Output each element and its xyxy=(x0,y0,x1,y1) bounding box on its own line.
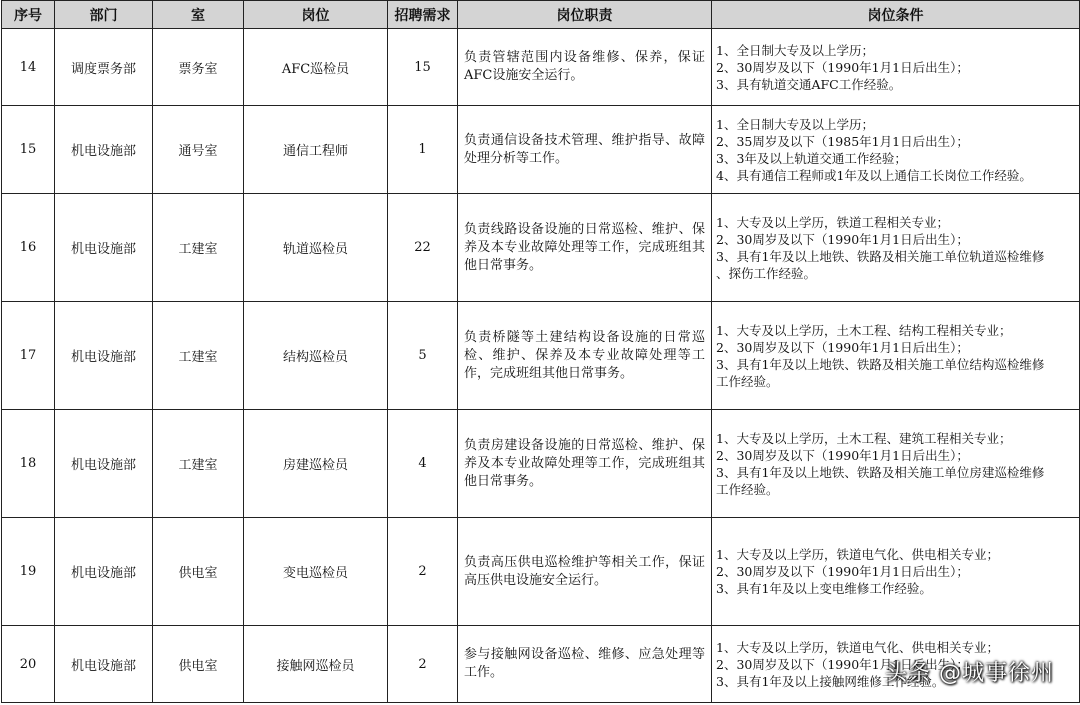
req-line: 2、30周岁及以下（1990年1月1日后出生）； xyxy=(716,231,969,247)
cell-req xyxy=(712,518,1080,626)
header-row xyxy=(2,1,1080,29)
header-room: 室 xyxy=(153,1,244,29)
req-line: 、探伤工作经验。 xyxy=(716,265,817,281)
cell-no: 19 xyxy=(2,518,55,626)
cell-count: 22 xyxy=(388,194,458,302)
req-line: 3、3年及以上轨道交通工作经验； xyxy=(716,150,907,166)
cell-req xyxy=(712,302,1080,410)
cell-duty: 负责线路设备设施的日常巡检、维护、保养及本专业故障处理等工作，完成班组其他日常事务。 xyxy=(458,194,712,302)
watermark: 头条 @城事徐州 xyxy=(885,661,1054,686)
cell-dept: 机电设施部 xyxy=(55,518,153,626)
header-dept: 部门 xyxy=(55,1,153,29)
cell-no: 16 xyxy=(2,194,55,302)
req-line: 2、35周岁及以下（1985年1月1日后出生）； xyxy=(716,133,969,149)
cell-duty: 参与接触网设备巡检、维修、应急处理等工作。 xyxy=(458,626,712,703)
req-line: 1、大专及以上学历，铁道电气化、供电相关专业； xyxy=(716,547,999,562)
cell-count: 15 xyxy=(388,29,458,106)
req-line: 3、具有1年及以上地铁、铁路及相关施工单位轨道巡检维修 xyxy=(716,248,1045,264)
cell-dept: 调度票务部 xyxy=(55,29,153,106)
req-line: 3、具有1年及以上接触网维修工作经验。 xyxy=(716,673,945,689)
cell-duty: 负责房建设备设施的日常巡检、维护、保养及本专业故障处理等工作，完成班组其他日常事务。 xyxy=(458,410,712,518)
cell-dept: 机电设施部 xyxy=(55,626,153,703)
cell-dept: 机电设施部 xyxy=(55,106,153,194)
cell-post: 结构巡检员 xyxy=(244,302,388,410)
cell-duty: 负责通信设备技术管理、维护指导、故障处理分析等工作。 xyxy=(458,106,712,194)
req-line: 1、大专及以上学历，铁道电气化、供电相关专业； xyxy=(716,639,999,655)
cell-count: 1 xyxy=(388,106,458,194)
req-line: 1、大专及以上学历，土木工程、结构工程相关专业； xyxy=(716,322,1012,338)
cell-room: 供电室 xyxy=(153,626,244,703)
cell-no: 14 xyxy=(2,29,55,106)
cell-dept: 机电设施部 xyxy=(55,194,153,302)
header-req: 岗位条件 xyxy=(712,1,1080,29)
req-line: 3、具有轨道交通AFC工作经验。 xyxy=(716,76,902,92)
req-line: 2、30周岁及以下（1990年1月1日后出生）； xyxy=(716,59,969,75)
cell-post: AFC巡检员 xyxy=(244,29,388,106)
cell-no: 20 xyxy=(2,626,55,703)
cell-count: 4 xyxy=(388,410,458,518)
table-row xyxy=(2,302,1080,410)
cell-post: 房建巡检员 xyxy=(244,410,388,518)
cell-no: 17 xyxy=(2,302,55,410)
table-row xyxy=(2,410,1080,518)
cell-req xyxy=(712,194,1080,302)
cell-room: 票务室 xyxy=(153,29,244,106)
cell-room: 供电室 xyxy=(153,518,244,626)
cell-count: 5 xyxy=(388,302,458,410)
cell-room: 工建室 xyxy=(153,194,244,302)
cell-req xyxy=(712,410,1080,518)
req-line: 3、具有1年及以上变电维修工作经验。 xyxy=(716,581,932,596)
req-line: 3、具有1年及以上地铁、铁路及相关施工单位房建巡检维修 xyxy=(716,464,1045,480)
cell-no: 15 xyxy=(2,106,55,194)
cell-post: 接触网巡检员 xyxy=(244,626,388,703)
req-line: 2、30周岁及以下（1990年1月1日后出生）； xyxy=(716,447,969,463)
req-line: 3、具有1年及以上地铁、铁路及相关施工单位结构巡检维修 xyxy=(716,356,1045,372)
cell-room: 通号室 xyxy=(153,106,244,194)
req-line: 工作经验。 xyxy=(716,481,779,497)
req-line: 4、具有通信工程师或1年及以上通信工长岗位工作经验。 xyxy=(716,167,1032,183)
header-post: 岗位 xyxy=(244,1,388,29)
req-line: 2、30周岁及以下（1990年1月1日后出生）； xyxy=(716,339,969,355)
cell-dept: 机电设施部 xyxy=(55,410,153,518)
cell-post: 轨道巡检员 xyxy=(244,194,388,302)
table-row xyxy=(2,106,1080,194)
req-line: 2、30周岁及以下（1990年1月1日后出生）； xyxy=(716,656,969,672)
cell-req xyxy=(712,29,1080,106)
req-line: 1、全日制大专及以上学历； xyxy=(716,42,874,58)
cell-post: 通信工程师 xyxy=(244,106,388,194)
req-line: 2、30周岁及以下（1990年1月1日后出生）； xyxy=(716,564,969,579)
cell-no: 18 xyxy=(2,410,55,518)
header-duty: 岗位职责 xyxy=(458,1,712,29)
cell-post: 变电巡检员 xyxy=(244,518,388,626)
cell-count: 2 xyxy=(388,518,458,626)
table-row xyxy=(2,194,1080,302)
req-line: 1、全日制大专及以上学历； xyxy=(716,116,874,132)
cell-duty: 负责桥隧等土建结构设备设施的日常巡检、维护、保养及本专业故障处理等工作，完成班组其他日常事务。 xyxy=(458,302,712,410)
cell-room: 工建室 xyxy=(153,302,244,410)
req-line: 工作经验。 xyxy=(716,373,779,389)
req-line: 1、大专及以上学历，铁道工程相关专业； xyxy=(716,214,949,230)
cell-dept: 机电设施部 xyxy=(55,302,153,410)
table-row xyxy=(2,29,1080,106)
cell-req xyxy=(712,106,1080,194)
cell-duty: 负责高压供电巡检维护等相关工作，保证高压供电设施安全运行。 xyxy=(458,518,712,626)
cell-duty: 负责管辖范围内设备维修、保养，保证AFC设施安全运行。 xyxy=(458,29,712,106)
recruitment-table xyxy=(1,0,1080,703)
table-row xyxy=(2,518,1080,626)
cell-count: 2 xyxy=(388,626,458,703)
cell-room: 工建室 xyxy=(153,410,244,518)
req-line: 1、大专及以上学历，土木工程、建筑工程相关专业； xyxy=(716,430,1012,446)
header-no: 序号 xyxy=(2,1,55,29)
header-count: 招聘需求 xyxy=(388,1,458,29)
